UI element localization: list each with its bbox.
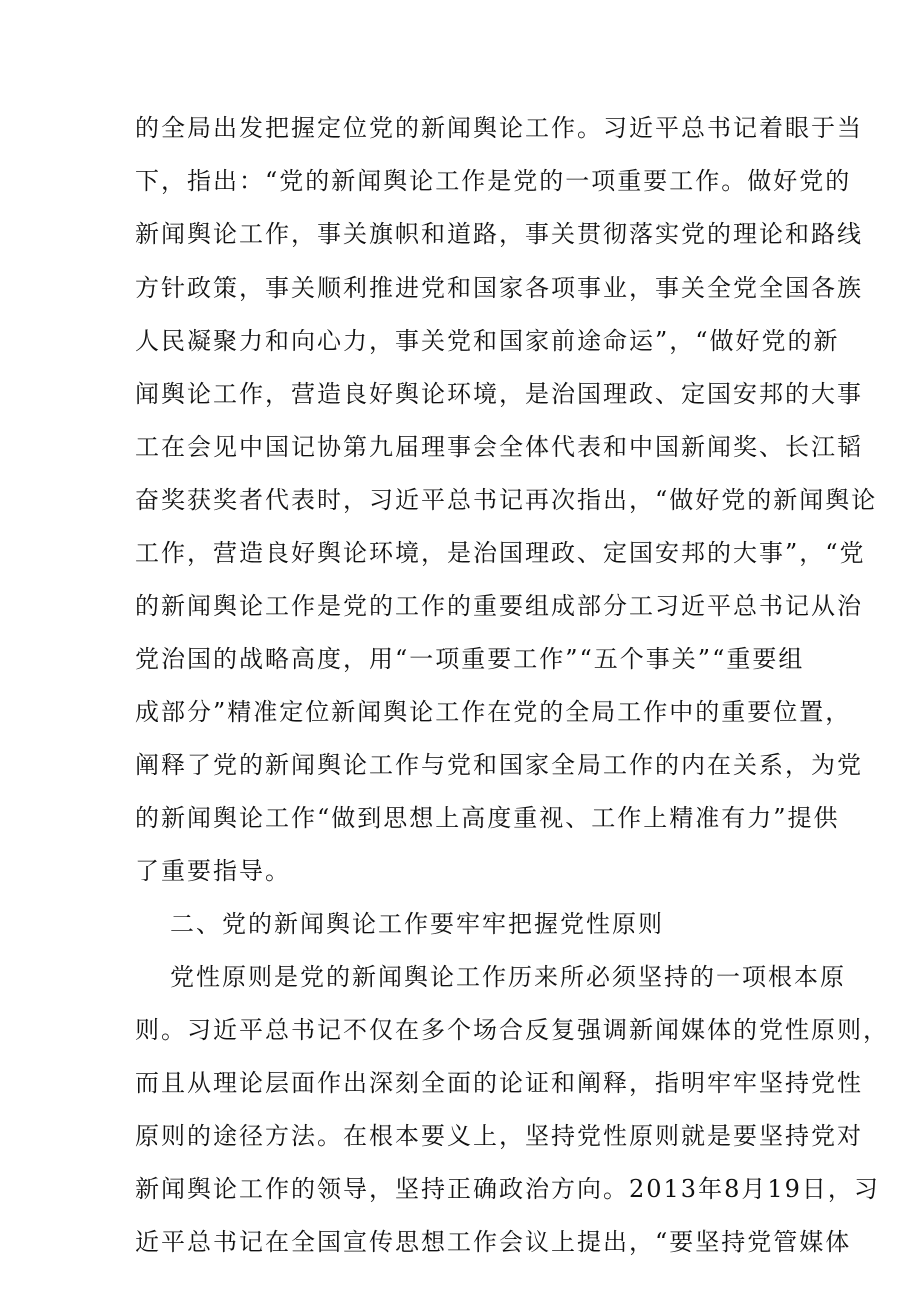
text-line: 闻舆论工作，营造良好舆论环境，是治国理政、定国安邦的大事 xyxy=(135,380,863,408)
text-line: 而且从理论层面作出深刻全面的论证和阐释，指明牢牢坚持党性 xyxy=(135,1069,863,1097)
text-line: 新闻舆论工作，事关旗帜和道路，事关贯彻落实党的理论和路线 xyxy=(135,220,863,248)
text-line: 的新闻舆论工作是党的工作的重要组成部分工习近平总书记从治 xyxy=(135,592,863,620)
text-line: 则。习近平总书记不仅在多个场合反复强调新闻媒体的党性原则， xyxy=(135,1016,889,1044)
text-line: 党治国的战略高度，用“一项重要工作”“五个事关”“重要组 xyxy=(135,645,805,673)
text-line: 方针政策，事关顺利推进党和国家各项事业，事关全党全国各族 xyxy=(135,274,863,302)
text-line: 的全局出发把握定位党的新闻舆论工作。习近平总书记着眼于当 xyxy=(135,114,863,142)
text-line: 的新闻舆论工作“做到思想上高度重视、工作上精准有力”提供 xyxy=(135,804,840,832)
text-line: 工在会见中国记协第九届理事会全体代表和中国新闻奖、长江韬 xyxy=(135,433,863,461)
text-line: 了重要指导。 xyxy=(135,857,291,885)
text-line: 人民凝聚力和向心力，事关党和国家前途命运”，“做好党的新 xyxy=(135,327,840,355)
text-line: 新闻舆论工作的领导，坚持正确政治方向。2013年8月19日，习 xyxy=(135,1175,880,1203)
text-line: 工作，营造良好舆论环境，是治国理政、定国安邦的大事”，“党 xyxy=(135,539,866,567)
section-heading: 二、党的新闻舆论工作要牢牢把握党性原则 xyxy=(170,910,664,938)
text-line: 成部分”精准定位新闻舆论工作在党的全局工作中的重要位置， xyxy=(135,698,852,726)
text-line: 下，指出：“党的新闻舆论工作是党的一项重要工作。做好党的 xyxy=(135,167,852,195)
text-line: 近平总书记在全国宣传思想工作会议上提出，“要坚持党管媒体 xyxy=(135,1228,852,1256)
text-line: 奋奖获奖者代表时，习近平总书记再次指出，“做好党的新闻舆论 xyxy=(135,486,878,514)
text-line: 原则的途径方法。在根本要义上，坚持党性原则就是要坚持党对 xyxy=(135,1122,863,1150)
text-line: 党性原则是党的新闻舆论工作历来所必须坚持的一项根本原 xyxy=(170,963,846,991)
text-line: 阐释了党的新闻舆论工作与党和国家全局工作的内在关系，为党 xyxy=(135,751,863,779)
